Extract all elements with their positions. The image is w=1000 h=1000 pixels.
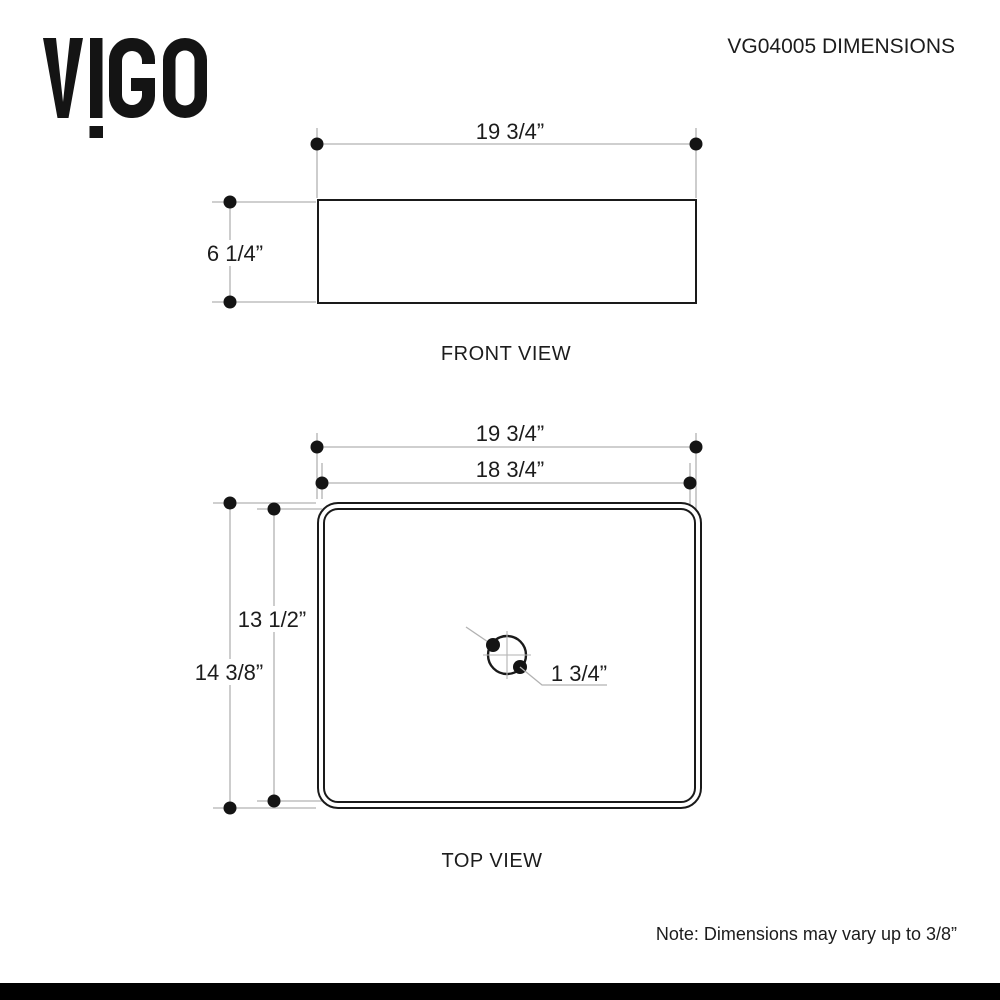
dimension-endpoint-dot — [684, 477, 697, 490]
dimension-endpoint-dot — [268, 503, 281, 516]
bottom-black-bar — [0, 983, 1000, 1000]
front-width-dimension — [311, 119, 703, 151]
dimension-endpoint-dot — [690, 138, 703, 151]
top-view-section — [192, 421, 703, 872]
logo-letter-g-opening — [136, 64, 155, 78]
front-view-title: FRONT VIEW — [440, 343, 572, 365]
drain-point-dot — [486, 638, 500, 652]
top-outer-depth-label: 14 3/8” — [194, 660, 264, 685]
logo-letter-v — [43, 38, 83, 118]
top-inner-width-label: 18 3/4” — [475, 457, 545, 482]
top-outer-width-label: 19 3/4” — [475, 421, 545, 446]
document-title: VG04005 DIMENSIONS — [727, 35, 955, 58]
dimension-endpoint-dot — [224, 296, 237, 309]
drain-dimension-label: 1 3/4” — [550, 661, 608, 686]
dimension-endpoint-dot — [224, 196, 237, 209]
top-outer-width-dimension — [311, 421, 703, 454]
dimension-endpoint-dot — [690, 441, 703, 454]
dimension-endpoint-dot — [224, 802, 237, 815]
basin-front-outline — [318, 200, 696, 303]
top-inner-depth-dimension — [235, 503, 309, 808]
dimension-endpoint-dot — [224, 497, 237, 510]
logo-i-dot — [90, 126, 104, 138]
dimension-endpoint-dot — [311, 441, 324, 454]
top-view-title: TOP VIEW — [441, 850, 543, 872]
note-text: Note: Dimensions may vary up to 3/8” — [655, 924, 957, 944]
dimension-endpoint-dot — [316, 477, 329, 490]
logo-letter-o-counter — [176, 51, 195, 106]
front-width-label: 19 3/4” — [475, 119, 545, 144]
front-view-section — [200, 119, 703, 365]
front-height-dimension — [200, 196, 270, 309]
logo-letter-i — [90, 38, 103, 118]
front-height-label: 6 1/4” — [206, 241, 264, 266]
logo-letter-g-bar — [131, 78, 155, 91]
dimension-endpoint-dot — [268, 795, 281, 808]
dimension-endpoint-dot — [311, 138, 324, 151]
top-outer-depth-dimension — [192, 497, 266, 815]
vigo-logo — [43, 38, 207, 138]
top-inner-width-dimension — [316, 457, 697, 490]
top-inner-depth-label: 13 1/2” — [237, 607, 307, 632]
